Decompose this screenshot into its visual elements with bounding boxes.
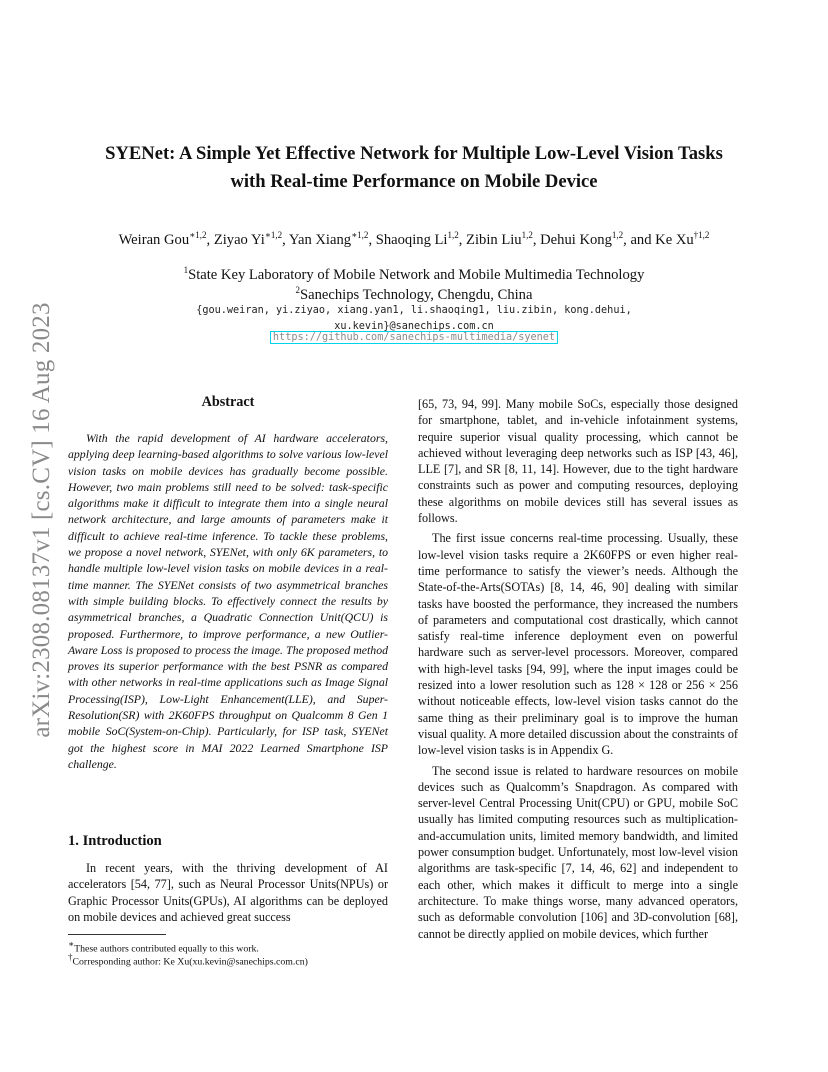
author-mark: 1,2	[447, 230, 459, 240]
affiliation-text: Sanechips Technology, Chengdu, China	[300, 286, 533, 303]
affiliation-mark: 1	[183, 265, 189, 275]
author: and Ke Xu	[630, 231, 694, 248]
footnote-rule	[68, 934, 166, 935]
section-heading-introduction: 1. Introduction	[68, 833, 162, 849]
emails-line-2: xu.kevin}@sanechips.com.cn	[334, 320, 494, 332]
author-emails	[60, 303, 768, 334]
footnote-text: Corresponding author: Ke Xu(xu.kevin@sanechips.com.cn)	[72, 956, 308, 968]
title-line-2: with Real-time Performance on Mobile Device	[230, 171, 598, 192]
affiliation-mark: 2	[295, 285, 301, 295]
author: Dehui Kong	[540, 231, 612, 248]
emails-line-1: {gou.weiran, yi.ziyao, xiang.yan1, li.shaoqing1, liu.zibin, kong.dehui,	[196, 305, 632, 316]
abstract-heading: Abstract	[201, 394, 255, 410]
repo-link[interactable]: https://github.com/sanechips-multimedia/syenet	[270, 331, 558, 344]
footnote-text: These authors contributed equally to this work.	[74, 943, 259, 955]
affiliation-2	[60, 285, 768, 304]
author-mark: ∗1,2	[264, 230, 283, 240]
arxiv-identifier: arXiv:2308.08137v1 [cs.CV] 16 Aug 2023	[28, 302, 55, 738]
author: Yan Xiang	[288, 231, 352, 248]
abstract-body: With the rapid development of AI hardware accelerators, applying deep learning-based algorithms to solve various low-level vision tasks on mobile devices has gradually become possible. However, two main problems still need to be solved: task-specific algorithms make it difficult to integrate them into a single neural network architecture, and large amounts of parameters make it difficult to achieve real-time inference. To tackle these problems, we propose a novel network, SYENet, with only 6K parameters, to handle multiple low-level vision tasks on mobile devices in a real-time manner. The SYENet consists of two asymmetrical branches with simple building blocks. To effectively connect the results by asymmetrical branches, a Quadratic Connection Unit(QCU) is proposed. Furthermore, to improve performance, a new Outlier-Aware Loss is proposed to process the image. The proposed method proves its superior performance with the best PSNR as compared with other networks in real-time applications such as Image Signal Processing(ISP), Low-Light Enhancement(LLE), and Super-Resolution(SR) with 2K60FPS throughput on Qualcomm 8 Gen 1 mobile SoC(System-on-Chip). Particularly, for ISP task, SYENet got the highest score in MAI 2022 Learned Smartphone ISP challenge.	[68, 431, 388, 771]
author-mark: 1,2	[611, 230, 624, 240]
footnote-2	[68, 951, 398, 968]
author-list: Weiran Gou$^{∗1,2}$, Ziyao $Yi^{∗1,2}$, Yan Xiang$^{∗1,2}$, Shaoqing Li$^{1,2}$, Zibin Liu$^{1,2}$, Dehui Kong$^{1,2}$, and Ke Xu$^{\dagger 1,2}$	[118, 230, 710, 248]
author-mark: ∗1,2	[351, 230, 369, 240]
intro-paragraph: In recent years, with the thriving development of AI accelerators [54, 77], such as Neural Processor Units(NPUs) or Graphic Processor Units(GPUs), AI algorithms can be deployed on mobile devices and achieved great success	[68, 861, 388, 924]
author-mark: †1,2	[693, 230, 710, 240]
paper-title	[60, 140, 768, 196]
author: Weiran Gou	[118, 231, 190, 248]
author: Shaoqing Li	[375, 231, 448, 248]
affiliation-1	[60, 265, 768, 284]
author-mark: ∗1,2	[189, 230, 207, 240]
repo-link-row	[60, 332, 768, 343]
footnote-mark: †	[68, 952, 73, 962]
footnote-mark: ∗	[68, 939, 75, 949]
author-mark: 1,2	[521, 230, 533, 240]
title-line-1: SYENet: A Simple Yet Effective Network for Multiple Low-Level Vision Tasks	[105, 143, 723, 164]
right-paragraph-3: The second issue is related to hardware resources on mobile devices such as Qualcomm’s Snapdragon. As compared with server-level Central Processing Unit(CPU) or GPU, mobile SoC usually has limited computing resources such as multiplication-and-accumulation units, limited memory bandwidth, and limited power consumption budget. Unfortunately, most low-level vision algorithms are task-specific [7, 14, 46, 62] and independent to each other, which makes it difficult to merge into a single architecture. To make things worse, many advanced operators, such as deformable convolution [106] and 3D-convolution [68], cannot be directly applied on mobile devices, which further	[418, 763, 738, 941]
author: Zibin Liu	[466, 231, 522, 248]
right-paragraph-2: The first issue concerns real-time processing. Usually, these low-level vision tasks require a 2K60FPS or even higher real-time performance to satisfy the viewer’s needs. Although the State-of-the-Arts(SOTAs) [8, 14, 46, 90] dealing with similar tasks have boosted the performance, they increased the numbers of parameters and computational cost drastically, which cannot satisfy real-time inference deployment even on powerful hardware such as server-level processors. Moreover, compared with high-level tasks [94, 99], where the input images could be resized into a lower resolution such as 128 × 128 or 256 × 256 without noticeable effects, low-level vision tasks cannot do the same thing as their preliminary goal is to improve the human visual quality. A more detailed discussion about the constraints of low-level vision tasks is in Appendix G.	[418, 531, 738, 758]
author: Ziyao Yi	[213, 231, 265, 248]
affiliation-text: State Key Laboratory of Mobile Network and Mobile Multimedia Technology	[188, 266, 645, 283]
right-paragraph-1: [65, 73, 94, 99]. Many mobile SoCs, especially those designed for smartphone, tablet, and in-vehicle infotainment systems, require superior visual quality processing, which cannot be achieved without leveraging deep networks such as ISP [43, 46], LLE [7], and SR [8, 11, 14]. However, due to the tight hardware constraints such as power and computing resources, deploying these algorithms on mobile devices still has several issues as follows.	[418, 397, 738, 526]
right-column	[418, 396, 738, 946]
arxiv-sidebar	[22, 290, 62, 750]
